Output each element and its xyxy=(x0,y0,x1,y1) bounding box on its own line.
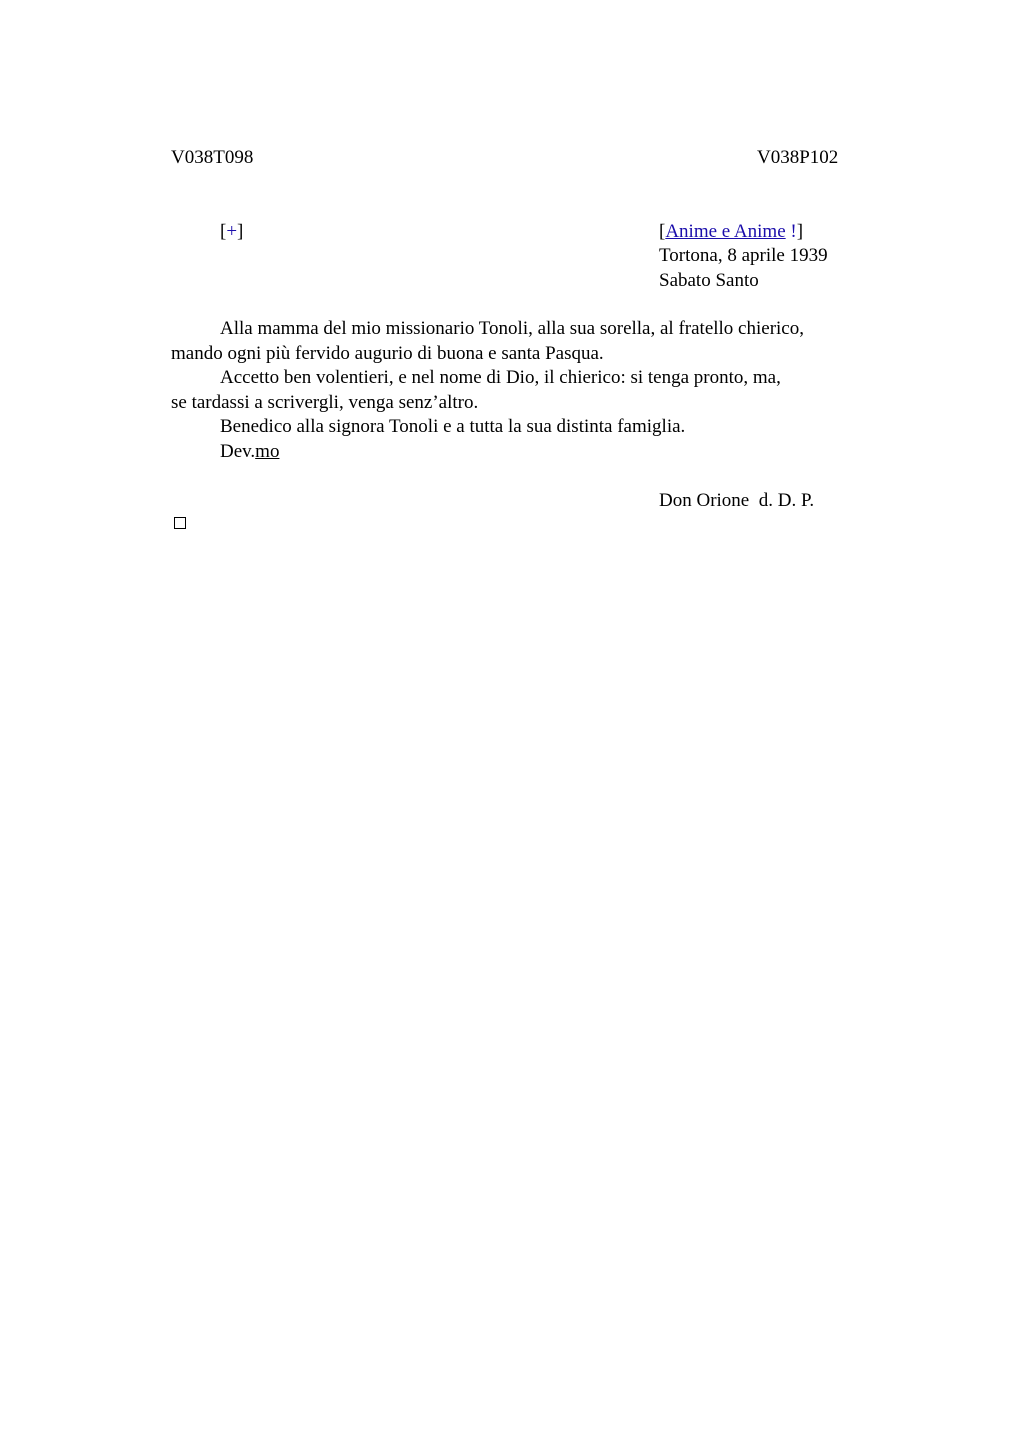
signature: Don Orione d. D. P. xyxy=(659,490,815,511)
title-close-bracket: ] xyxy=(796,221,804,242)
open-bracket: [ xyxy=(220,221,227,242)
plus-link-group xyxy=(220,220,243,244)
checkbox-icon[interactable] xyxy=(174,517,186,529)
right-code: V038P102 xyxy=(757,147,839,168)
paragraph-3: Benedico alla signora Tonoli e a tutta la sua distinta famiglia. xyxy=(220,416,686,437)
paragraph-2-line-2: se tardassi a scrivergli, venga senz’altro. xyxy=(171,392,479,413)
day-name: Sabato Santo xyxy=(659,270,759,291)
title-exclamation[interactable]: ! xyxy=(785,221,797,242)
closing-suffix: mo xyxy=(255,441,280,462)
title-link[interactable]: Anime e Anime xyxy=(665,221,786,242)
plus-link[interactable]: + xyxy=(226,221,238,242)
paragraph-1-line-2: mando ogni più fervido augurio di buona e santa Pasqua. xyxy=(171,343,604,364)
title-open-bracket: [ xyxy=(659,221,666,242)
left-code: V038T098 xyxy=(171,147,254,168)
closing xyxy=(220,440,279,464)
paragraph-1-line-1: Alla mamma del mio missionario Tonoli, alla sua sorella, al fratello chierico, xyxy=(220,318,804,339)
title-link-group xyxy=(659,220,803,244)
close-bracket: ] xyxy=(237,221,244,242)
place-date: Tortona, 8 aprile 1939 xyxy=(659,245,828,266)
closing-prefix: Dev. xyxy=(220,441,256,462)
paragraph-2-line-1: Accetto ben volentieri, e nel nome di Dio, il chierico: si tenga pronto, ma, xyxy=(220,367,781,388)
